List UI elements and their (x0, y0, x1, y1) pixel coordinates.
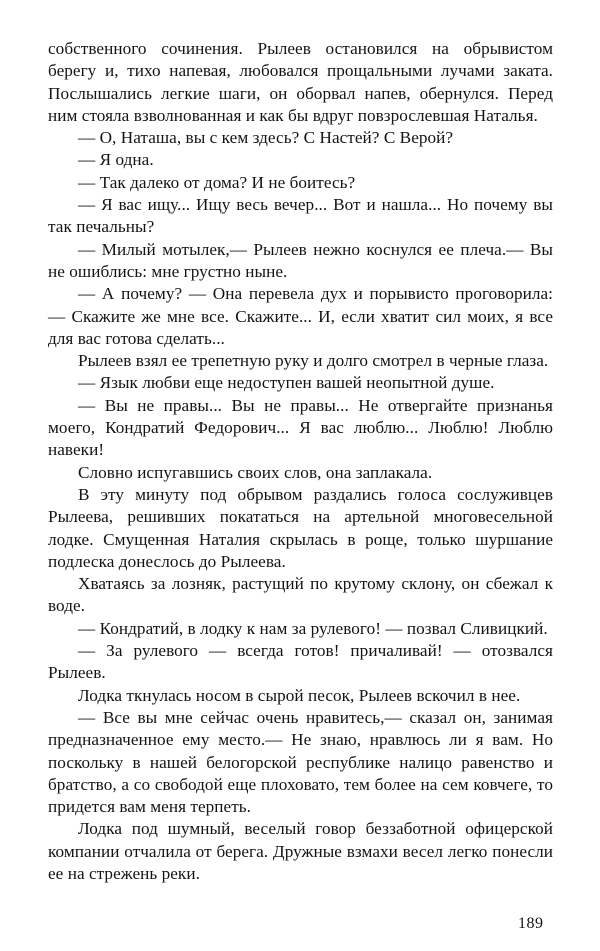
paragraph-9: — Язык любви еще недоступен вашей неопытной душе. (78, 373, 495, 393)
paragraph-10: — Вы не правы... Вы не правы... Не отвергайте признанья моего, Кондратий Федорович... Я вас люблю... Люблю! Люблю навеки! (48, 395, 553, 460)
paragraph-4: — Так далеко от дома? И не боитесь? (78, 172, 356, 192)
paragraph-13: Хватаясь за лозняк, растущий по крутому склону, он сбежал к воде. (48, 574, 553, 616)
paragraph-14: — Кондратий, в лодку к нам за рулевого! — позвал Сливицкий. (78, 618, 548, 638)
paragraph-7: — А почему? — Она перевела дух и порывисто проговорила: — Скажите же мне все. Скажите... И, если хватит сил моих, я все для вас готова сделать... (48, 284, 553, 348)
paragraph-5: — Я вас ищу... Ищу весь вечер... Вот и нашла... Но почему вы так печальны? (48, 195, 553, 237)
paragraph-6: — Милый мотылек,— Рылеев нежно коснулся ее плеча.— Вы не ошиблись: мне грустно ныне. (48, 239, 553, 281)
paragraph-1: собственного сочинения. Рылеев остановился на обрывистом берегу и, тихо напевая, любовался прощальными лучами заката. Послышались легкие шаги, он оборвал напев, обернулся. Перед ним стояла взволнованная и как бы вдруг повзрослевшая Наталья. (48, 39, 553, 125)
paragraph-2: — О, Наташа, вы с кем здесь? С Настей? С Верой? (78, 128, 454, 148)
paragraph-17: — Все вы мне сейчас очень нравитесь,— сказал он, занимая предназначенное ему место.— Не знаю, нравлюсь ли я вам. Но поскольку в нашей белогорской республике налицо равенство и братство, а со свободой еще плоховато, тем более на сем ковчеге, то придется вам меня терпеть. (48, 707, 553, 817)
page-number: 189 (518, 915, 544, 932)
paragraph-12: В эту минуту под обрывом раздались голоса сослуживцев Рылеева, решивших покататься на артельной многовесельной лодке. Смущенная Наталия скрылась в роще, только шуршание подлеска донеслось до Рылеева. (48, 484, 553, 571)
paragraph-15: — За рулевого — всегда готов! причаливай! — отозвался Рылеев. (48, 641, 553, 683)
paragraph-16: Лодка ткнулась носом в сырой песок, Рылеев вскочил в нее. (78, 685, 521, 705)
paragraph-11: Словно испугавшись своих слов, она заплакала. (78, 462, 433, 482)
paragraph-3: — Я одна. (78, 150, 154, 170)
paragraph-18: Лодка под шумный, веселый говор беззаботной офицерской компании отчалила от берега. Дружные взмахи весел легко понесли ее на стрежень реки. (48, 819, 553, 883)
paragraph-8: Рылеев взял ее трепетную руку и долго смотрел в черные глаза. (78, 351, 549, 371)
page-body-text (48, 38, 553, 885)
